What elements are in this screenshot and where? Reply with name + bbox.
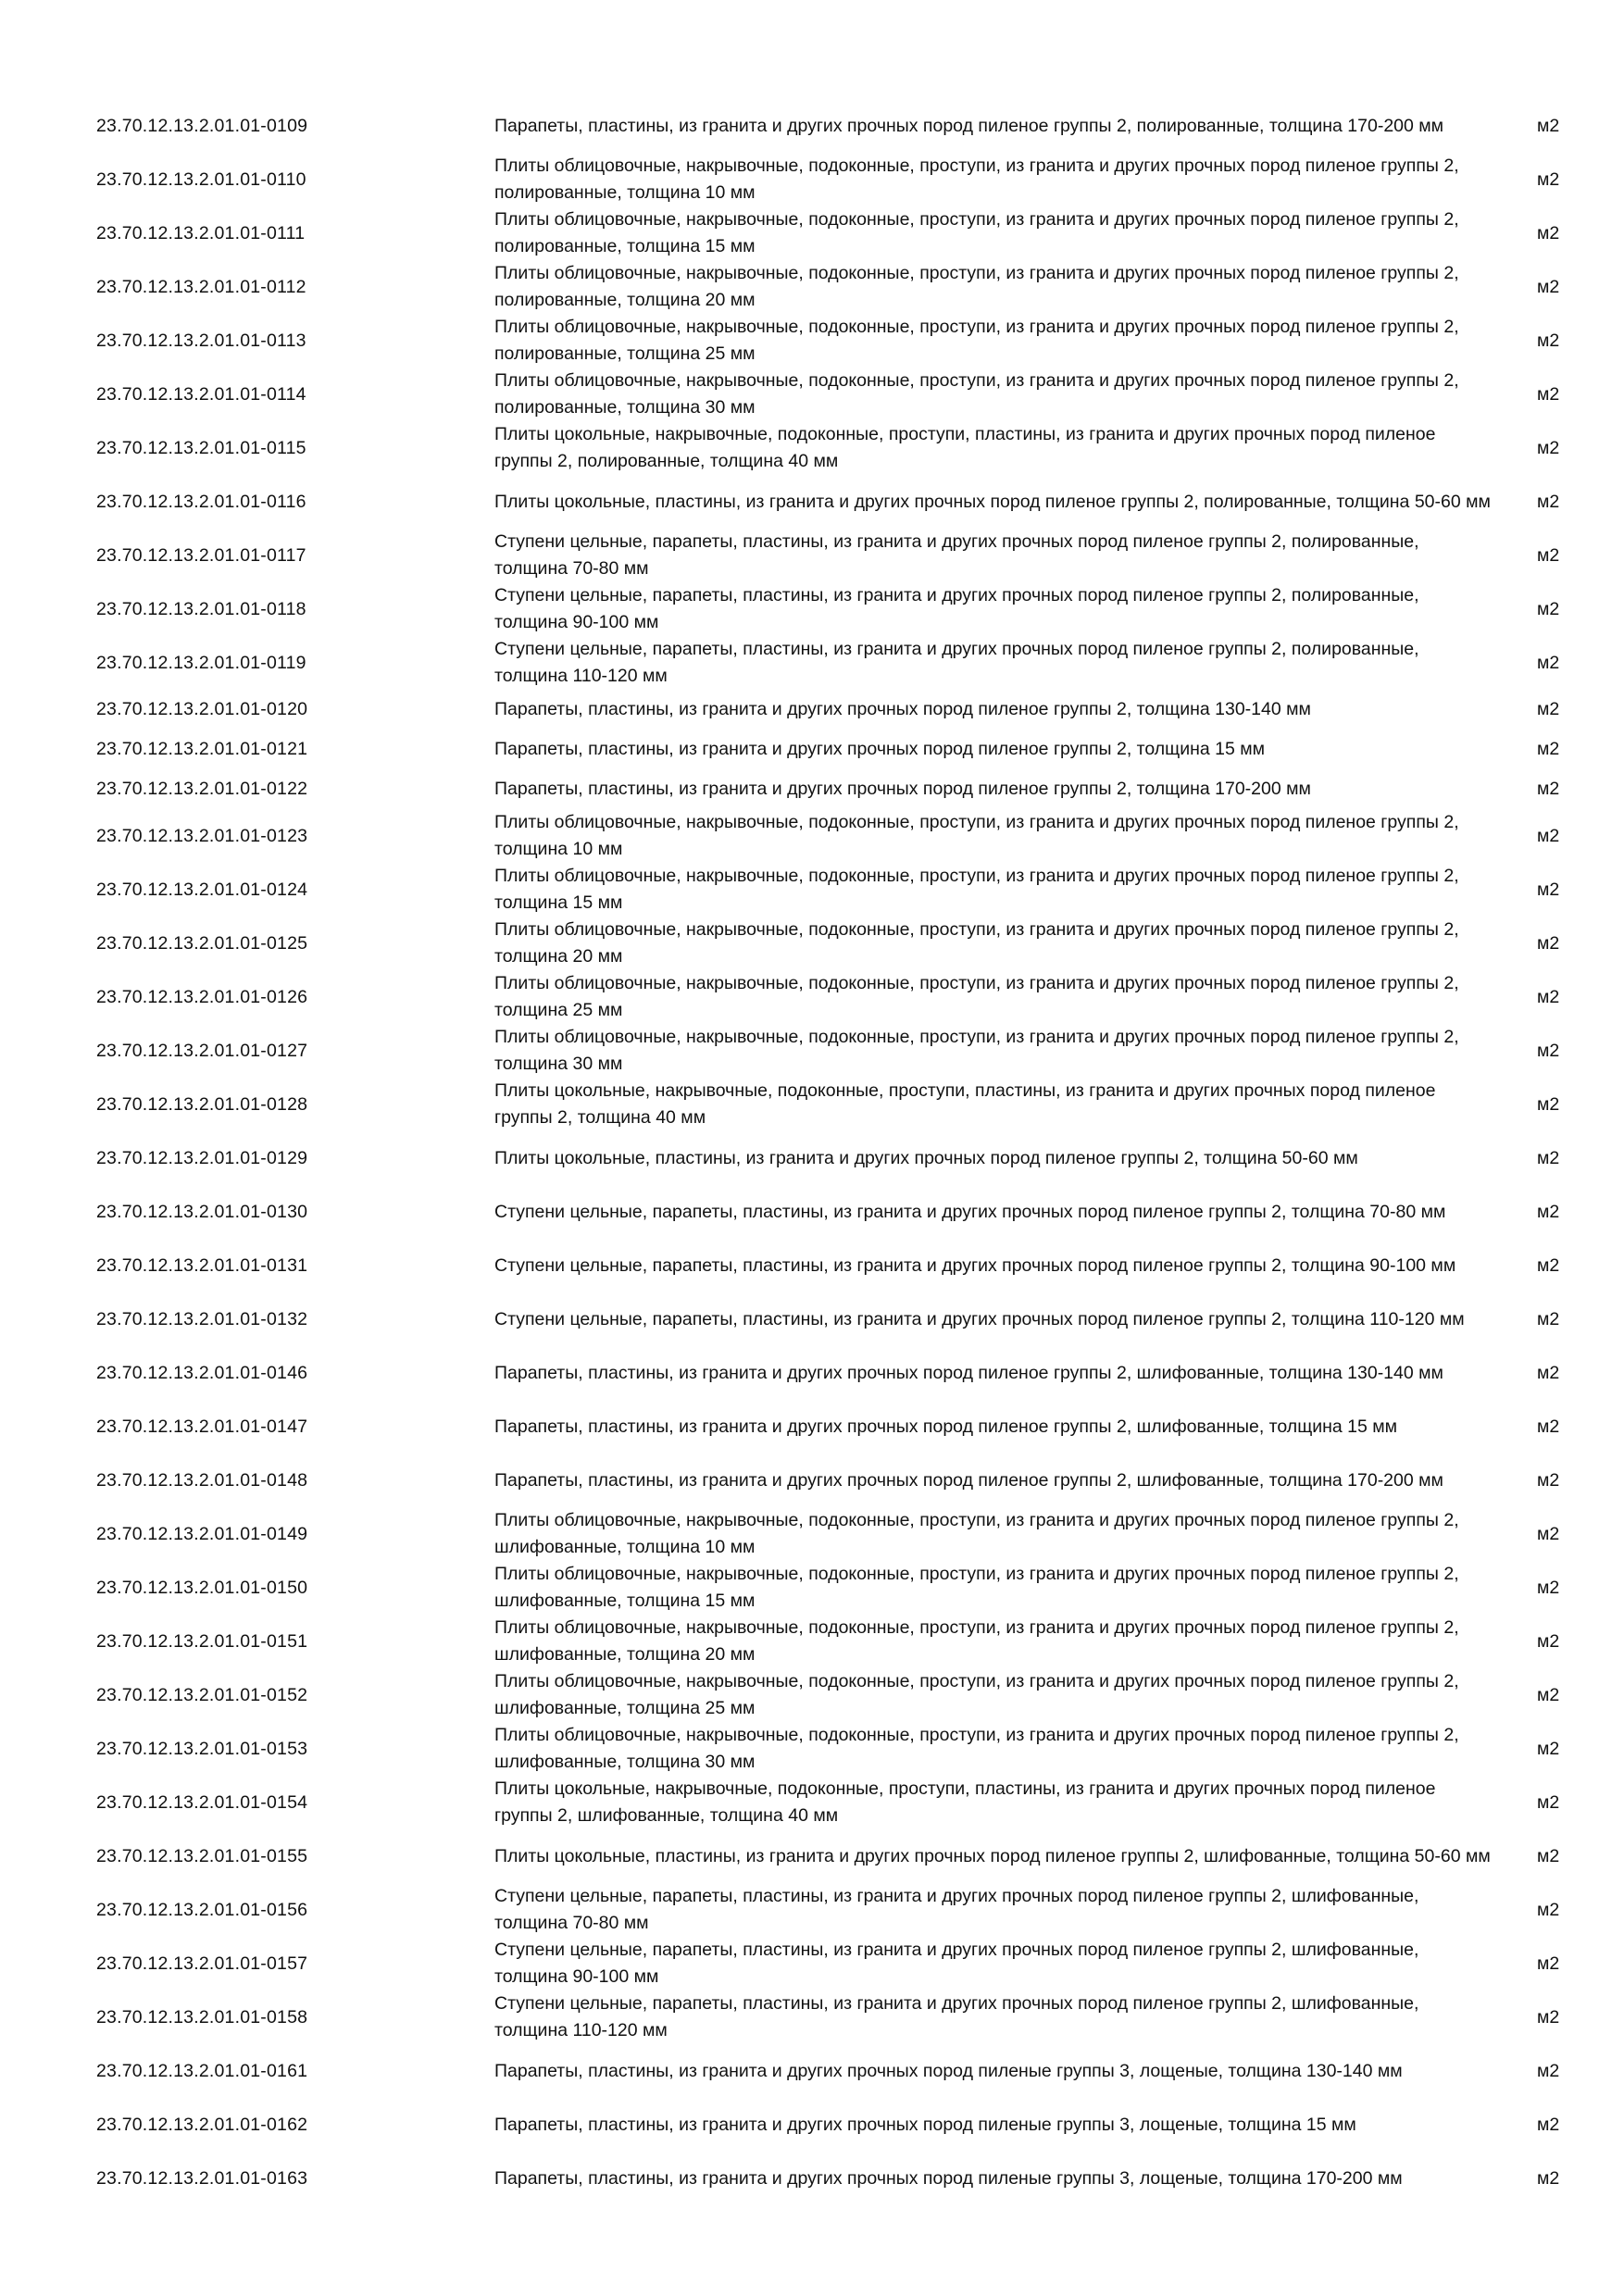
resource-code: 23.70.12.13.2.01.01-0163 — [96, 2167, 308, 2189]
table-row — [96, 970, 1620, 1024]
table-row — [96, 1829, 1620, 1883]
unit-of-measure: м2 — [1537, 739, 1560, 759]
resource-code: 23.70.12.13.2.01.01-0161 — [96, 2060, 308, 2081]
table-row — [96, 1937, 1620, 1990]
table-row — [96, 2044, 1620, 2098]
unit-of-measure: м2 — [1537, 168, 1560, 190]
table-row — [96, 2098, 1620, 2152]
unit-of-measure: м2 — [1537, 1899, 1560, 1920]
resource-code: 23.70.12.13.2.01.01-0150 — [96, 1577, 308, 1598]
unit-of-measure: м2 — [1537, 1738, 1560, 1759]
resource-code: 23.70.12.13.2.01.01-0151 — [96, 1630, 308, 1652]
unit-of-measure: м2 — [1537, 825, 1560, 846]
table-row — [96, 809, 1620, 863]
table-row — [96, 1561, 1620, 1615]
resource-code: 23.70.12.13.2.01.01-0157 — [96, 1953, 308, 1974]
resource-description: Парапеты, пластины, из гранита и других прочных пород пиленое группы 2, толщина 130-140 мм — [494, 699, 1311, 719]
resource-code: 23.70.12.13.2.01.01-0147 — [96, 1416, 308, 1437]
table-row — [96, 475, 1620, 529]
unit-of-measure: м2 — [1537, 1577, 1560, 1598]
unit-of-measure: м2 — [1537, 1308, 1560, 1329]
table-row — [96, 1131, 1620, 1185]
resource-code: 23.70.12.13.2.01.01-0110 — [96, 168, 306, 190]
table-row — [96, 690, 1620, 730]
resource-code: 23.70.12.13.2.01.01-0131 — [96, 1254, 308, 1276]
table-row — [96, 917, 1620, 970]
unit-of-measure: м2 — [1537, 544, 1560, 566]
table-row — [96, 1776, 1620, 1829]
resource-description: Ступени цельные, парапеты, пластины, из гранита и других прочных пород пиленое группы 2, полированные, толщина 110-120 мм — [494, 639, 1419, 686]
resource-description: Плиты цокольные, накрывочные, подоконные, проступи, пластины, из гранита и других прочных пород пиленое группы 2, полированные, толщина 40 мм — [494, 424, 1436, 471]
unit-of-measure: м2 — [1537, 1254, 1560, 1276]
unit-of-measure: м2 — [1537, 1845, 1560, 1866]
resource-code: 23.70.12.13.2.01.01-0125 — [96, 932, 308, 954]
resource-code: 23.70.12.13.2.01.01-0127 — [96, 1040, 308, 1061]
resource-code: 23.70.12.13.2.01.01-0152 — [96, 1684, 308, 1705]
unit-of-measure: м2 — [1537, 276, 1560, 297]
resource-description: Ступени цельные, парапеты, пластины, из гранита и других прочных пород пиленое группы 2, полированные, толщина 70-80 мм — [494, 531, 1419, 579]
table-row — [96, 1454, 1620, 1507]
resource-description: Парапеты, пластины, из гранита и других прочных пород пиленые группы 3, лощеные, толщина 130-140 мм — [494, 2060, 1403, 2081]
resource-code: 23.70.12.13.2.01.01-0146 — [96, 1362, 308, 1383]
resource-description: Ступени цельные, парапеты, пластины, из гранита и других прочных пород пиленое группы 2, шлифованные, толщина 90-100 мм — [494, 1940, 1419, 1987]
resource-description: Парапеты, пластины, из гранита и других прочных пород пиленые группы 3, лощеные, толщина 15 мм — [494, 2114, 1356, 2135]
table-row — [96, 1239, 1620, 1292]
resource-description: Ступени цельные, парапеты, пластины, из гранита и других прочных пород пиленое группы 2, толщина 90-100 мм — [494, 1254, 1456, 1276]
table-row — [96, 1722, 1620, 1776]
resource-code: 23.70.12.13.2.01.01-0119 — [96, 652, 306, 673]
resource-code: 23.70.12.13.2.01.01-0109 — [96, 115, 308, 136]
resource-code: 23.70.12.13.2.01.01-0115 — [96, 437, 306, 458]
unit-of-measure: м2 — [1537, 330, 1560, 351]
resource-code: 23.70.12.13.2.01.01-0128 — [96, 1093, 308, 1115]
unit-of-measure: м2 — [1537, 1630, 1560, 1652]
resource-description: Плиты облицовочные, накрывочные, подоконные, проступи, из гранита и других прочных пород пиленое группы 2, полированные, толщина 30 мм — [494, 370, 1459, 418]
resource-description: Плиты облицовочные, накрывочные, подоконные, проступи, из гранита и других прочных пород пиленое группы 2, шлифованные, толщина 10 мм — [494, 1510, 1459, 1557]
table-row — [96, 2152, 1620, 2205]
resource-description: Плиты облицовочные, накрывочные, подоконные, проступи, из гранита и других прочных пород пиленое группы 2, толщина 30 мм — [494, 1027, 1459, 1074]
table-row — [96, 368, 1620, 421]
unit-of-measure: м2 — [1537, 1362, 1560, 1383]
resource-description: Ступени цельные, парапеты, пластины, из гранита и других прочных пород пиленое группы 2, толщина 70-80 мм — [494, 1201, 1446, 1222]
resource-code: 23.70.12.13.2.01.01-0122 — [96, 779, 308, 799]
table-row — [96, 1668, 1620, 1722]
unit-of-measure: м2 — [1537, 986, 1560, 1007]
unit-of-measure: м2 — [1537, 779, 1560, 799]
unit-of-measure: м2 — [1537, 1093, 1560, 1115]
resource-code: 23.70.12.13.2.01.01-0116 — [96, 491, 306, 512]
resource-catalog-table — [96, 99, 1620, 2205]
unit-of-measure: м2 — [1537, 1147, 1560, 1168]
resource-code: 23.70.12.13.2.01.01-0113 — [96, 330, 306, 351]
resource-code: 23.70.12.13.2.01.01-0124 — [96, 879, 308, 900]
resource-description: Плиты цокольные, накрывочные, подоконные, проступи, пластины, из гранита и других прочных пород пиленое группы 2, толщина 40 мм — [494, 1080, 1436, 1128]
resource-code: 23.70.12.13.2.01.01-0158 — [96, 2006, 308, 2028]
unit-of-measure: м2 — [1537, 1791, 1560, 1813]
table-row — [96, 99, 1620, 153]
table-row — [96, 206, 1620, 260]
table-row — [96, 1883, 1620, 1937]
unit-of-measure: м2 — [1537, 1416, 1560, 1437]
resource-description: Плиты цокольные, накрывочные, подоконные, проступи, пластины, из гранита и других прочных пород пиленое группы 2, шлифованные, толщина 40 мм — [494, 1778, 1436, 1826]
resource-description: Плиты цокольные, пластины, из гранита и других прочных пород пиленое группы 2, толщина 50-60 мм — [494, 1147, 1358, 1168]
resource-description: Парапеты, пластины, из гранита и других прочных пород пиленое группы 2, шлифованные, толщина 15 мм — [494, 1416, 1398, 1437]
resource-code: 23.70.12.13.2.01.01-0156 — [96, 1899, 308, 1920]
table-row — [96, 769, 1620, 809]
table-row — [96, 863, 1620, 917]
table-row — [96, 1078, 1620, 1131]
unit-of-measure: м2 — [1537, 1469, 1560, 1491]
unit-of-measure: м2 — [1537, 437, 1560, 458]
unit-of-measure: м2 — [1537, 115, 1560, 136]
resource-code: 23.70.12.13.2.01.01-0120 — [96, 699, 308, 719]
resource-description: Парапеты, пластины, из гранита и других прочных пород пиленое группы 2, полированные, толщина 170-200 мм — [494, 115, 1444, 136]
resource-code: 23.70.12.13.2.01.01-0130 — [96, 1201, 308, 1222]
resource-code: 23.70.12.13.2.01.01-0123 — [96, 825, 308, 846]
resource-code: 23.70.12.13.2.01.01-0154 — [96, 1791, 308, 1813]
unit-of-measure: м2 — [1537, 1040, 1560, 1061]
resource-code: 23.70.12.13.2.01.01-0149 — [96, 1523, 308, 1544]
catalog-table-body — [96, 99, 1620, 2205]
table-row — [96, 1024, 1620, 1078]
unit-of-measure: м2 — [1537, 1684, 1560, 1705]
table-row — [96, 1507, 1620, 1561]
table-row — [96, 1990, 1620, 2044]
unit-of-measure: м2 — [1537, 2006, 1560, 2028]
table-row — [96, 1185, 1620, 1239]
resource-description: Ступени цельные, парапеты, пластины, из гранита и других прочных пород пиленое группы 2, толщина 110-120 мм — [494, 1308, 1465, 1329]
table-row — [96, 529, 1620, 582]
table-row — [96, 1292, 1620, 1346]
table-row — [96, 153, 1620, 206]
resource-code: 23.70.12.13.2.01.01-0162 — [96, 2114, 308, 2135]
resource-description: Плиты облицовочные, накрывочные, подоконные, проступи, из гранита и других прочных пород пиленое группы 2, толщина 10 мм — [494, 812, 1459, 859]
resource-code: 23.70.12.13.2.01.01-0155 — [96, 1845, 308, 1866]
table-row — [96, 314, 1620, 368]
unit-of-measure: м2 — [1537, 598, 1560, 619]
resource-description: Плиты облицовочные, накрывочные, подоконные, проступи, из гранита и других прочных пород пиленое группы 2, шлифованные, толщина 30 мм — [494, 1725, 1459, 1772]
resource-code: 23.70.12.13.2.01.01-0118 — [96, 598, 306, 619]
resource-code: 23.70.12.13.2.01.01-0153 — [96, 1738, 308, 1759]
resource-description: Плиты облицовочные, накрывочные, подоконные, проступи, из гранита и других прочных пород пиленое группы 2, полированные, толщина 15 мм — [494, 209, 1459, 256]
resource-code: 23.70.12.13.2.01.01-0114 — [96, 383, 306, 405]
resource-description: Плиты облицовочные, накрывочные, подоконные, проступи, из гранита и других прочных пород пиленое группы 2, шлифованные, толщина 25 мм — [494, 1671, 1459, 1718]
resource-description: Парапеты, пластины, из гранита и других прочных пород пиленые группы 3, лощеные, толщина 170-200 мм — [494, 2167, 1403, 2189]
unit-of-measure: м2 — [1537, 2114, 1560, 2135]
resource-code: 23.70.12.13.2.01.01-0129 — [96, 1147, 308, 1168]
table-row — [96, 730, 1620, 769]
resource-description: Плиты цокольные, пластины, из гранита и других прочных пород пиленое группы 2, шлифованные, толщина 50-60 мм — [494, 1845, 1491, 1866]
resource-description: Парапеты, пластины, из гранита и других прочных пород пиленое группы 2, толщина 15 мм — [494, 739, 1266, 759]
unit-of-measure: м2 — [1537, 932, 1560, 954]
resource-description: Плиты облицовочные, накрывочные, подоконные, проступи, из гранита и других прочных пород пиленое группы 2, полированные, толщина 20 мм — [494, 263, 1459, 310]
resource-description: Парапеты, пластины, из гранита и других прочных пород пиленое группы 2, толщина 170-200 мм — [494, 779, 1311, 799]
resource-code: 23.70.12.13.2.01.01-0111 — [96, 222, 306, 243]
unit-of-measure: м2 — [1537, 491, 1560, 512]
resource-description: Плиты облицовочные, накрывочные, подоконные, проступи, из гранита и других прочных пород пиленое группы 2, шлифованные, толщина 20 мм — [494, 1617, 1459, 1665]
resource-description: Парапеты, пластины, из гранита и других прочных пород пиленое группы 2, шлифованные, толщина 170-200 мм — [494, 1469, 1443, 1491]
unit-of-measure: м2 — [1537, 1201, 1560, 1222]
table-row — [96, 582, 1620, 636]
resource-description: Плиты облицовочные, накрывочные, подоконные, проступи, из гранита и других прочных пород пиленое группы 2, толщина 20 мм — [494, 919, 1459, 967]
table-row — [96, 1346, 1620, 1400]
resource-description: Ступени цельные, парапеты, пластины, из гранита и других прочных пород пиленое группы 2, шлифованные, толщина 70-80 мм — [494, 1886, 1419, 1933]
unit-of-measure: м2 — [1537, 383, 1560, 405]
resource-description: Плиты цокольные, пластины, из гранита и других прочных пород пиленое группы 2, полированные, толщина 50-60 мм — [494, 491, 1491, 512]
resource-code: 23.70.12.13.2.01.01-0121 — [96, 739, 308, 759]
unit-of-measure: м2 — [1537, 699, 1560, 719]
resource-code: 23.70.12.13.2.01.01-0126 — [96, 986, 308, 1007]
resource-description: Ступени цельные, парапеты, пластины, из гранита и других прочных пород пиленое группы 2, шлифованные, толщина 110-120 мм — [494, 1993, 1419, 2040]
unit-of-measure: м2 — [1537, 1523, 1560, 1544]
table-row — [96, 636, 1620, 690]
unit-of-measure: м2 — [1537, 879, 1560, 900]
resource-description: Парапеты, пластины, из гранита и других прочных пород пиленое группы 2, шлифованные, толщина 130-140 мм — [494, 1362, 1443, 1383]
table-row — [96, 1615, 1620, 1668]
resource-description: Плиты облицовочные, накрывочные, подоконные, проступи, из гранита и других прочных пород пиленое группы 2, полированные, толщина 25 мм — [494, 317, 1459, 364]
resource-code: 23.70.12.13.2.01.01-0148 — [96, 1469, 308, 1491]
unit-of-measure: м2 — [1537, 652, 1560, 673]
table-row — [96, 421, 1620, 475]
resource-code: 23.70.12.13.2.01.01-0132 — [96, 1308, 308, 1329]
table-row — [96, 260, 1620, 314]
resource-description: Плиты облицовочные, накрывочные, подоконные, проступи, из гранита и других прочных пород пиленое группы 2, толщина 15 мм — [494, 866, 1459, 913]
unit-of-measure: м2 — [1537, 1953, 1560, 1974]
resource-code: 23.70.12.13.2.01.01-0117 — [96, 544, 306, 566]
resource-code: 23.70.12.13.2.01.01-0112 — [96, 276, 306, 297]
resource-description: Плиты облицовочные, накрывочные, подоконные, проступи, из гранита и других прочных пород пиленое группы 2, шлифованные, толщина 15 мм — [494, 1564, 1459, 1611]
table-row — [96, 1400, 1620, 1454]
resource-description: Плиты облицовочные, накрывочные, подоконные, проступи, из гранита и других прочных пород пиленое группы 2, полированные, толщина 10 мм — [494, 156, 1459, 203]
resource-description: Ступени цельные, парапеты, пластины, из гранита и других прочных пород пиленое группы 2, полированные, толщина 90-100 мм — [494, 585, 1419, 632]
unit-of-measure: м2 — [1537, 2060, 1560, 2081]
unit-of-measure: м2 — [1537, 2167, 1560, 2189]
resource-description: Плиты облицовочные, накрывочные, подоконные, проступи, из гранита и других прочных пород пиленое группы 2, толщина 25 мм — [494, 973, 1459, 1020]
unit-of-measure: м2 — [1537, 222, 1560, 243]
